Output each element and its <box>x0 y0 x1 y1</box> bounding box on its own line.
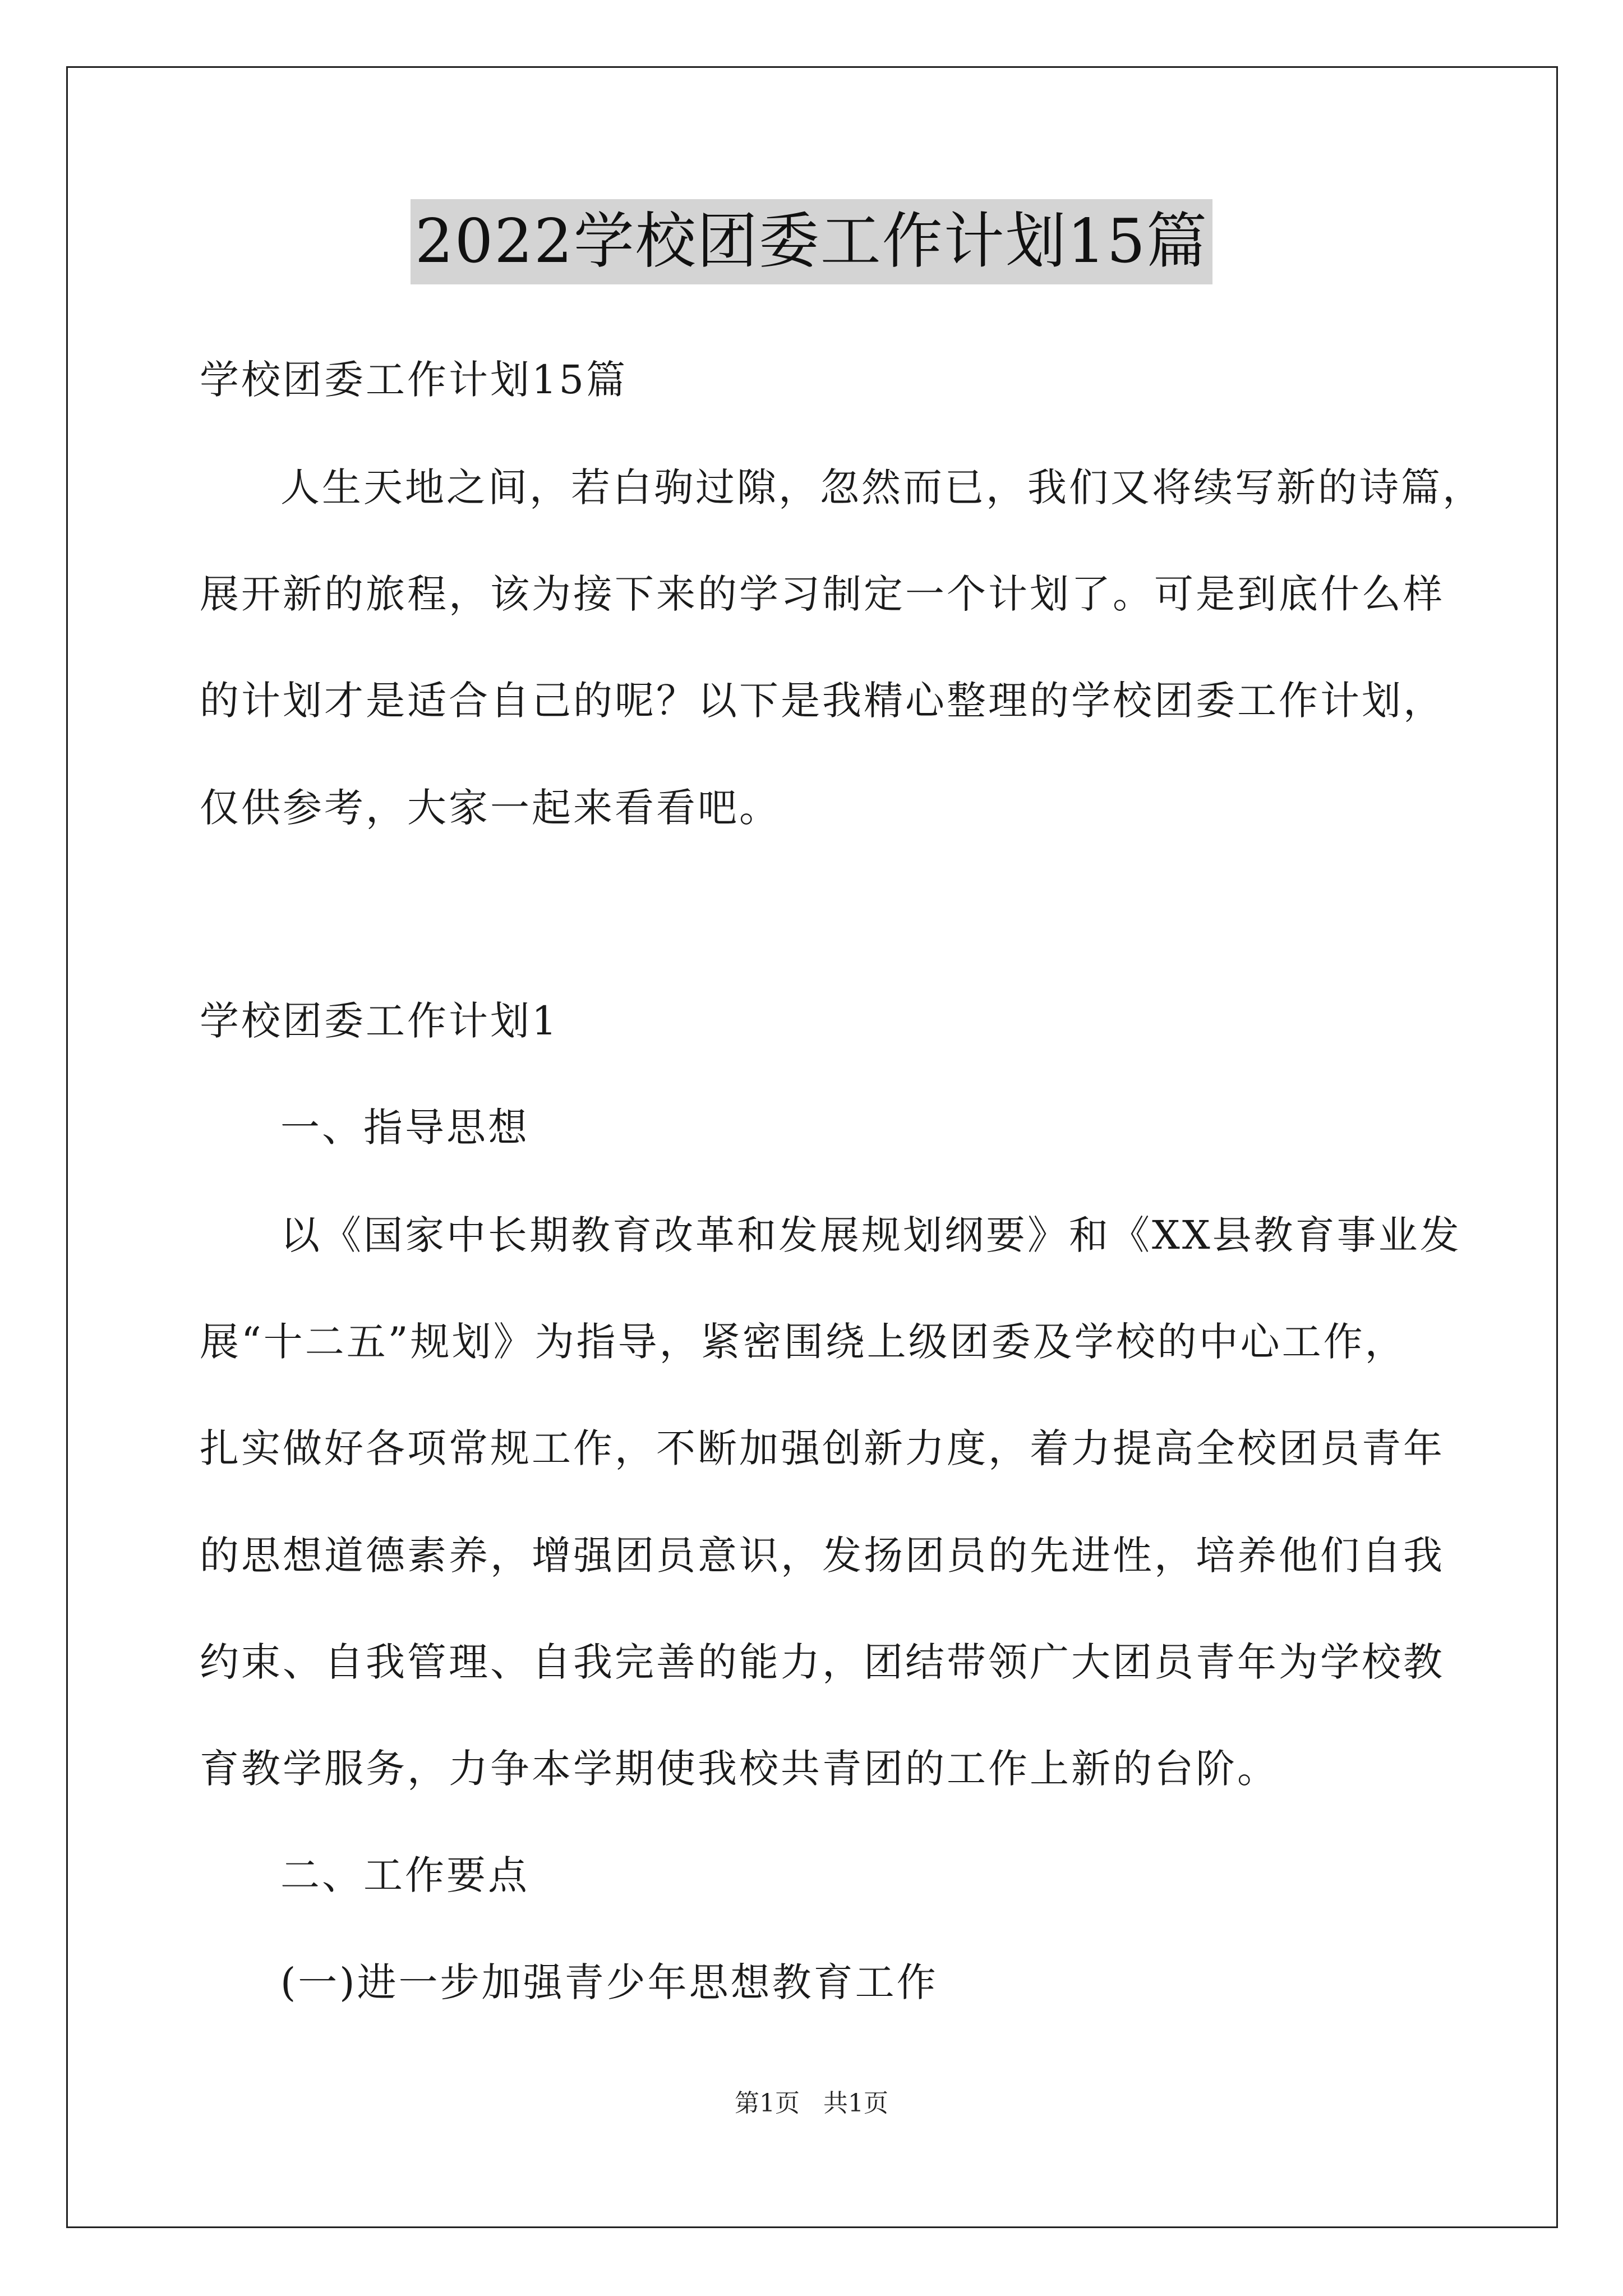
subheading-youth-education: (一)进一步加强青少年思想教育工作 <box>280 1959 938 2005</box>
section-heading: 学校团委工作计划1 <box>200 998 559 1044</box>
page-number-current: 第1页 <box>735 2089 800 2118</box>
page-footer <box>0 2087 1623 2120</box>
page-number-total: 共1页 <box>823 2089 888 2118</box>
guiding-line-4: 的思想道德素养，增强团员意识，发扬团员的先进性，培养他们自我 <box>200 1533 1445 1579</box>
title-container <box>0 199 1623 284</box>
heading-work-points: 二、工作要点 <box>280 1852 529 1898</box>
document-subtitle: 学校团委工作计划15篇 <box>200 357 628 403</box>
intro-line-2: 展开新的旅程，该为接下来的学习制定一个计划了。可是到底什么样 <box>200 571 1445 617</box>
intro-line-4: 仅供参考，大家一起来看看吧。 <box>200 785 781 831</box>
document-title: 2022学校团委工作计划15篇 <box>411 199 1212 284</box>
intro-line-1: 人生天地之间，若白驹过隙，忽然而已，我们又将续写新的诗篇， <box>280 464 1484 510</box>
guiding-line-5: 约束、自我管理、自我完善的能力，团结带领广大团员青年为学校教 <box>200 1639 1445 1685</box>
guiding-line-3: 扎实做好各项常规工作，不断加强创新力度，着力提高全校团员青年 <box>200 1425 1445 1471</box>
heading-guiding-thought: 一、指导思想 <box>280 1105 529 1151</box>
guiding-line-2: 展“十二五”规划》为指导，紧密围绕上级团委及学校的中心工作， <box>200 1319 1407 1365</box>
intro-line-3: 的计划才是适合自己的呢？以下是我精心整理的学校团委工作计划， <box>200 678 1445 724</box>
guiding-line-6: 育教学服务，力争本学期使我校共青团的工作上新的台阶。 <box>200 1746 1279 1792</box>
guiding-line-1: 以《国家中长期教育改革和发展规划纲要》和《XX县教育事业发 <box>280 1212 1461 1258</box>
